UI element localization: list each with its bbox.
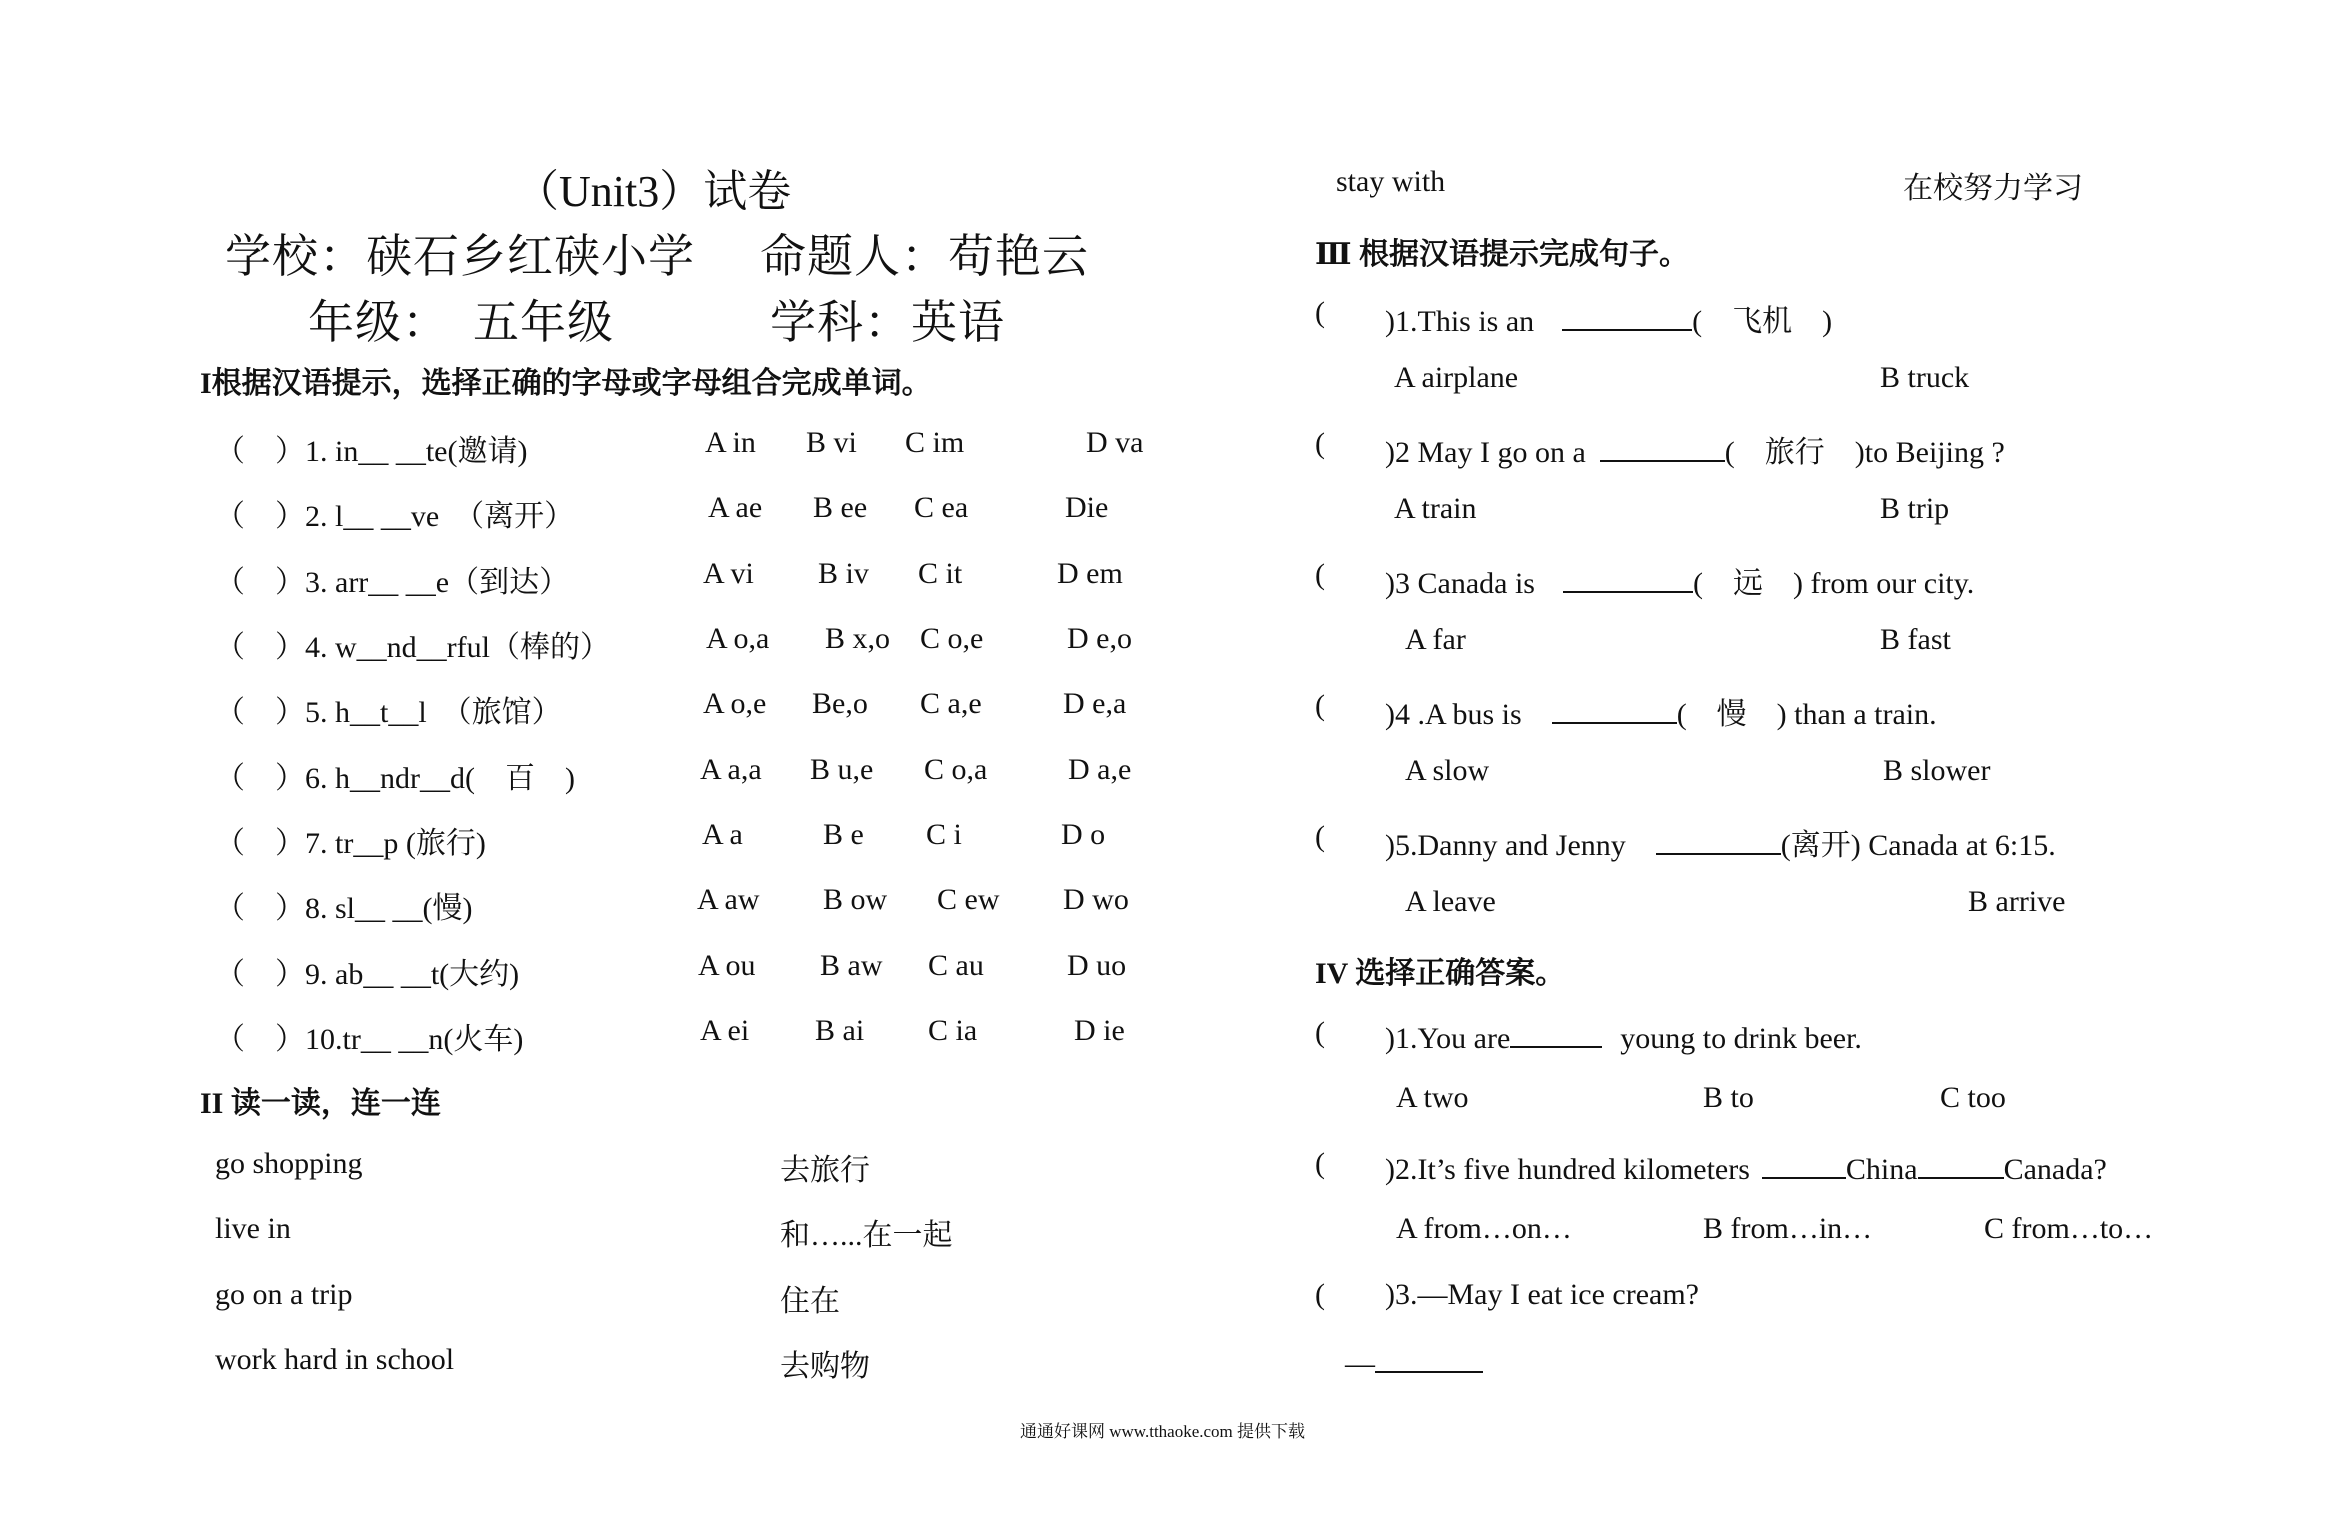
page-title: （Unit3）试卷 [515, 167, 792, 216]
s1-q6-stem: （ ）6. h__ndr__d( 百 ) [215, 762, 575, 795]
s1-q1-option-b: B vi [806, 426, 857, 459]
answer-blank[interactable] [1562, 299, 1692, 331]
answer-blank[interactable] [1375, 1341, 1483, 1373]
s1-q2-option-b: B ee [813, 491, 868, 524]
section4-heading: IV 选择正确答案。 [1315, 957, 1566, 990]
answer-blank[interactable] [1600, 430, 1725, 462]
s3-q5-paren: ( [1315, 820, 1325, 853]
s1-q10-option-b: B ai [815, 1014, 865, 1047]
s1-q3-option-b: B iv [818, 557, 869, 590]
s3-q1-paren: ( [1315, 296, 1325, 329]
s3-q1-option-a: A airplane [1394, 361, 1519, 394]
s4-q1-text: )1.You are young to drink beer. [1385, 1016, 1862, 1056]
s1-q4-option-b: B x,o [825, 622, 891, 655]
s1-q5-option-a: A o,e [703, 687, 767, 720]
s1-q6-option-c: C o,a [924, 753, 988, 786]
s1-q1-option-c: C im [905, 426, 965, 459]
match-chinese-5: 在校努力学习 [1903, 172, 2083, 205]
s4-q3-text: )3.—May I eat ice cream? [1385, 1278, 1699, 1311]
s1-q4-stem: （ ）4. w__nd__rful（棒的） [215, 631, 610, 664]
s1-q4-option-c: C o,e [920, 622, 984, 655]
s3-q5-option-a: A leave [1405, 885, 1496, 918]
s4-q3-answer: — [1345, 1341, 1483, 1381]
s1-q6-option-a: A a,a [700, 753, 762, 786]
s1-q1-option-a: A in [705, 426, 756, 459]
s4-q1-option-c: C too [1940, 1081, 2006, 1114]
subject-line: 学科：英语 [770, 297, 1005, 348]
s1-q8-stem: （ ）8. sl__ __(慢) [215, 892, 473, 925]
match-english-1: go shopping [215, 1147, 363, 1180]
s1-q7-option-d: D o [1061, 818, 1106, 851]
s1-q6-option-d: D a,e [1068, 753, 1132, 786]
s1-q8-option-b: B ow [823, 883, 888, 916]
s1-q1-option-d: D va [1086, 426, 1144, 459]
s3-q5-text: )5.Danny and Jenny (离开) Canada at 6:15. [1385, 820, 2056, 864]
s1-q2-stem: （ ）2. l__ __ve （离开） [215, 500, 575, 533]
s3-q2-paren: ( [1315, 427, 1325, 460]
section3-heading: Ⅲ 根据汉语提示完成句子。 [1315, 238, 1690, 271]
s3-q4-text: )4 .A bus is ( 慢 ) than a train. [1385, 689, 1937, 733]
s3-q4-option-a: A slow [1405, 754, 1490, 787]
s1-q5-option-d: D e,a [1063, 687, 1127, 720]
section2-heading: II 读一读，连一连 [200, 1087, 441, 1120]
s3-q4-option-b: B slower [1883, 754, 1991, 787]
s1-q1-stem: （ ）1. in__ __te(邀请) [215, 435, 528, 468]
s1-q3-option-c: C it [918, 557, 963, 590]
answer-blank[interactable] [1762, 1147, 1846, 1179]
match-english-2: live in [215, 1212, 291, 1245]
school-line: 学校：硖石乡红硖小学 [225, 231, 695, 282]
s4-q2-paren: ( [1315, 1147, 1325, 1180]
s4-q1-option-a: A two [1396, 1081, 1469, 1114]
s4-q2-option-b: B from…in… [1703, 1212, 1873, 1245]
s1-q9-stem: （ ）9. ab__ __t(大约) [215, 958, 520, 991]
s3-q3-text: )3 Canada is ( 远 ) from our city. [1385, 558, 1974, 602]
s1-q7-option-a: A a [702, 818, 743, 851]
s1-q10-option-c: C ia [928, 1014, 978, 1047]
s1-q2-option-a: A ae [708, 491, 763, 524]
author-line: 命题人：苟艳云 [760, 231, 1089, 282]
answer-blank[interactable] [1510, 1016, 1602, 1048]
s1-q9-option-b: B aw [820, 949, 883, 982]
answer-blank[interactable] [1656, 823, 1781, 855]
s3-q3-option-b: B fast [1880, 623, 1951, 656]
s1-q9-option-c: C au [928, 949, 984, 982]
grade-line: 年级： 五年级 [308, 297, 614, 348]
s1-q10-stem: （ ）10.tr__ __n(火车) [215, 1023, 524, 1056]
match-english-3: go on a trip [215, 1278, 353, 1311]
section1-heading: I根据汉语提示，选择正确的字母或字母组合完成单词。 [200, 367, 932, 400]
s4-q2-option-a: A from…on… [1396, 1212, 1572, 1245]
s4-q3-paren: ( [1315, 1278, 1325, 1311]
s1-q3-option-d: D em [1057, 557, 1123, 590]
s3-q2-option-b: B trip [1880, 492, 1950, 525]
s3-q3-paren: ( [1315, 558, 1325, 591]
match-english-4: work hard in school [215, 1343, 455, 1376]
s1-q8-option-d: D wo [1063, 883, 1129, 916]
s1-q5-stem: （ ）5. h__t__l （旅馆） [215, 696, 562, 729]
s1-q8-option-c: C ew [937, 883, 1000, 916]
s1-q9-option-a: A ou [698, 949, 756, 982]
s1-q2-option-d: Die [1065, 491, 1109, 524]
s3-q5-option-b: B arrive [1968, 885, 2066, 918]
s3-q2-text: )2 May I go on a ( 旅行 )to Beijing ? [1385, 427, 2005, 471]
s4-q1-paren: ( [1315, 1016, 1325, 1049]
match-chinese-1: 去旅行 [780, 1154, 870, 1187]
match-chinese-2: 和…...在一起 [780, 1219, 953, 1252]
s4-q2-text: )2.It’s five hundred kilometers China Canada? [1385, 1147, 2107, 1187]
s3-q2-option-a: A train [1394, 492, 1477, 525]
match-english-5: stay with [1336, 165, 1446, 198]
answer-blank[interactable] [1918, 1147, 2004, 1179]
match-chinese-3: 住在 [780, 1285, 840, 1318]
match-chinese-4: 去购物 [780, 1350, 870, 1383]
s3-q3-option-a: A far [1405, 623, 1466, 656]
s1-q4-option-a: A o,a [706, 622, 770, 655]
s3-q4-paren: ( [1315, 689, 1325, 722]
answer-blank[interactable] [1552, 692, 1677, 724]
s1-q4-option-d: D e,o [1067, 622, 1132, 655]
s1-q5-option-c: C a,e [920, 687, 982, 720]
s1-q8-option-a: A aw [697, 883, 760, 916]
s3-q1-option-b: B truck [1880, 361, 1970, 394]
s1-q7-option-c: C i [926, 818, 962, 851]
answer-blank[interactable] [1563, 561, 1693, 593]
s1-q9-option-d: D uo [1067, 949, 1127, 982]
s4-q1-option-b: B to [1703, 1081, 1754, 1114]
s1-q3-option-a: A vi [703, 557, 754, 590]
s4-q2-option-c: C from…to… [1984, 1212, 2154, 1245]
s1-q3-stem: （ ）3. arr__ __e（到达） [215, 566, 570, 599]
s1-q7-stem: （ ）7. tr__p (旅行) [215, 827, 486, 860]
s1-q5-option-b: Be,o [812, 687, 868, 720]
s1-q2-option-c: C ea [914, 491, 969, 524]
s1-q6-option-b: B u,e [810, 753, 874, 786]
s1-q7-option-b: B e [823, 818, 864, 851]
s3-q1-text: )1.This is an ( 飞机 ) [1385, 296, 1832, 340]
s1-q10-option-d: D ie [1074, 1014, 1125, 1047]
footer-credit: 通通好课网 www.tthaoke.com 提供下载 [1020, 1422, 1306, 1441]
s1-q10-option-a: A ei [700, 1014, 750, 1047]
